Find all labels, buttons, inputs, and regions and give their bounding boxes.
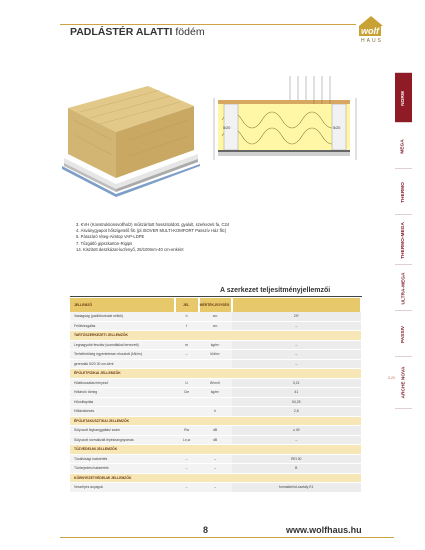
table-row bbox=[70, 426, 361, 436]
group-label: ÉPÜLETAKUSZTIKAI JELLEMZŐK bbox=[70, 416, 361, 426]
col-header-value bbox=[232, 298, 361, 312]
cell-value: – bbox=[232, 435, 361, 445]
cell-symbol: – bbox=[175, 454, 199, 464]
cell-unit bbox=[199, 397, 232, 407]
table-header-row bbox=[70, 298, 361, 312]
sidebar-tab-ultra-mega[interactable] bbox=[395, 264, 412, 311]
cell-value: 0,21 bbox=[232, 378, 361, 388]
col-header-property: JELLEMZŐ bbox=[70, 298, 175, 312]
diagram-dim-right: 5/20 bbox=[333, 126, 341, 130]
cell-value: 54,25 bbox=[232, 397, 361, 407]
cell-symbol bbox=[175, 397, 199, 407]
cell-property: Tűzterjedési határérték bbox=[70, 464, 175, 474]
wolfhaus-logo bbox=[357, 14, 395, 46]
sidebar-tab-thermo-mega[interactable] bbox=[395, 214, 412, 265]
footer-rule bbox=[60, 537, 394, 538]
cell-property: Súlyozott normalizált lépéshangnyomás bbox=[70, 435, 175, 445]
cell-property: Felülvizsgálás bbox=[70, 321, 175, 331]
cell-property: Hőfáziskésés bbox=[70, 407, 175, 417]
table-row bbox=[70, 388, 361, 398]
cell-property: Veszélyes anyagok bbox=[70, 483, 175, 493]
table-row bbox=[70, 397, 361, 407]
table-row bbox=[70, 407, 361, 417]
table-group-row bbox=[70, 416, 361, 426]
sidebar-tab-label: NORM bbox=[401, 90, 406, 106]
cell-property: Tűzállósági határérték bbox=[70, 454, 175, 464]
sidebar-tab-thermo[interactable] bbox=[395, 168, 412, 215]
page-title-bold: PADLÁSTÉR ALATTI bbox=[70, 26, 173, 38]
floor-product-illustration bbox=[60, 80, 200, 205]
cell-value: formaldehid-osztály E1 bbox=[232, 483, 361, 493]
cell-property: Súlyozott léghanggátlási szám bbox=[70, 426, 175, 436]
cell-value: REI 30 bbox=[232, 454, 361, 464]
cell-unit bbox=[199, 359, 232, 369]
cell-unit: cm bbox=[199, 321, 232, 331]
footer-url[interactable]: www.wolfhaus.hu bbox=[286, 525, 362, 535]
table-row bbox=[70, 312, 361, 321]
group-label: TŰZVÉDELMI JELLEMZŐK bbox=[70, 445, 361, 455]
cell-symbol: – bbox=[175, 464, 199, 474]
cell-value: – bbox=[232, 359, 361, 369]
cell-symbol: f bbox=[175, 321, 199, 331]
cell-unit: W/m²K bbox=[199, 378, 232, 388]
group-label: KÖRNYEZETVÉDELMI JELLEMZŐK bbox=[70, 473, 361, 483]
page-title-light: födém bbox=[172, 26, 205, 38]
col-header-unit: MÉRTÉK-EGYSÉG bbox=[199, 298, 232, 312]
outside-note: 0,20 bbox=[388, 376, 395, 380]
sidebar-tab-passiv[interactable] bbox=[395, 310, 412, 357]
table-row bbox=[70, 321, 361, 331]
performance-table bbox=[70, 298, 362, 493]
cell-value: 41 bbox=[232, 388, 361, 398]
cell-symbol bbox=[175, 359, 199, 369]
table-group-row bbox=[70, 369, 361, 379]
cell-unit: kN/m² bbox=[199, 350, 232, 360]
page-number: 8 bbox=[203, 525, 209, 535]
cell-symbol: – bbox=[175, 483, 199, 493]
cell-value: – bbox=[232, 340, 361, 350]
cell-unit: kg/m² bbox=[199, 388, 232, 398]
category-sidebar bbox=[395, 72, 412, 407]
cell-symbol bbox=[175, 407, 199, 417]
cell-symbol: Rw bbox=[175, 426, 199, 436]
table-row bbox=[70, 483, 361, 493]
cell-property: Terhelhetőség egyenletesen elosztott (kN/m²) bbox=[70, 350, 175, 360]
cell-property: Hőátbocsátási tényező bbox=[70, 378, 175, 388]
cell-property: Vastagság (padlóburkolat nélkül) bbox=[70, 312, 175, 321]
table-row bbox=[70, 340, 361, 350]
cell-unit: cm bbox=[199, 312, 232, 321]
table-row bbox=[70, 435, 361, 445]
sidebar-tab-arche-nova[interactable] bbox=[395, 356, 412, 409]
table-group-row bbox=[70, 473, 361, 483]
cell-property: Hőtároló tömeg bbox=[70, 388, 175, 398]
sidebar-tab-label: THERMO bbox=[401, 181, 407, 203]
sidebar-tab-mega[interactable] bbox=[395, 122, 412, 169]
table-row bbox=[70, 454, 361, 464]
group-label: TARTÓSZERKEZETI JELLEMZŐK bbox=[70, 331, 361, 341]
table-row bbox=[70, 378, 361, 388]
cell-unit: dB bbox=[199, 426, 232, 436]
cell-symbol: Cm bbox=[175, 388, 199, 398]
page-title bbox=[70, 26, 205, 38]
cell-value: 2,8 bbox=[232, 407, 361, 417]
cell-value: – bbox=[232, 350, 361, 360]
layer-legend bbox=[76, 222, 229, 253]
logo-sub: HAUS bbox=[361, 38, 383, 44]
cell-unit: – bbox=[199, 464, 232, 474]
sidebar-tab-label: ULTRA-MEGA bbox=[401, 272, 407, 304]
sidebar-tab-label: MEGA bbox=[401, 138, 406, 154]
sidebar-tab-label: ARCHE NOVA bbox=[401, 366, 406, 399]
floor-section-diagram bbox=[210, 70, 365, 210]
table-group-row bbox=[70, 331, 361, 341]
cell-value: ≥ 49 bbox=[232, 426, 361, 436]
table-group-row bbox=[70, 445, 361, 455]
cell-symbol: m bbox=[175, 340, 199, 350]
logo-word: wolf bbox=[361, 26, 379, 36]
performance-table-body bbox=[70, 312, 361, 492]
cell-unit: dB bbox=[199, 435, 232, 445]
col-header-symbol: JEL bbox=[175, 298, 199, 312]
cell-unit: – bbox=[199, 454, 232, 464]
cell-symbol: U bbox=[175, 378, 199, 388]
cell-value: B bbox=[232, 464, 361, 474]
legend-item: 7. Tűzgátló gipszkarton-Rigips bbox=[76, 240, 133, 246]
diagram-dim-left: 5/20 bbox=[223, 126, 231, 130]
sidebar-tab-label: THERMO-MEGA bbox=[401, 221, 406, 259]
legend-item: 14. Kiszitott deszkázat-lucfenyő, 25/100mm-40 cm-enként bbox=[76, 246, 184, 252]
cell-property: gerendák 5/20 30 cm-ként bbox=[70, 359, 175, 369]
sidebar-tab-label: PASSIV bbox=[401, 325, 406, 343]
cell-symbol: – bbox=[175, 350, 199, 360]
cell-value: – bbox=[232, 321, 361, 331]
cell-symbol: Ln,w bbox=[175, 435, 199, 445]
table-row bbox=[70, 350, 361, 360]
group-label: ÉPÜLETFIZIKAI JELLEMZŐK bbox=[70, 369, 361, 379]
legend-item: 4. Ásványgyapot hőszigetelő filc (pl.ISOVER MULTI-KOMFORT Passzív Ház filc) bbox=[76, 228, 227, 234]
cell-symbol: h bbox=[175, 312, 199, 321]
cell-unit: kg/m² bbox=[199, 340, 232, 350]
logo-roof-icon bbox=[359, 16, 383, 26]
table-row bbox=[70, 359, 361, 369]
performance-heading: A szerkezet teljesítményjellemzői bbox=[220, 287, 331, 294]
sidebar-tab-norm[interactable] bbox=[395, 72, 412, 123]
legend-item: 3. KVH (Konstruktionsvollholz) műszárított hosszitoldott, gyalult, szerkezeti fa, C24 bbox=[76, 222, 230, 227]
legend-item: 5. Párazáró réteg-Airstop VAP-LDPE bbox=[76, 234, 145, 240]
header-rule bbox=[60, 24, 356, 25]
cell-value: 23* bbox=[232, 312, 361, 321]
cell-unit: – bbox=[199, 483, 232, 493]
cell-property: Legnagyobb fesztáv (szarufákkal tervezett) bbox=[70, 340, 175, 350]
performance-rule bbox=[70, 296, 362, 297]
cell-property: Hőcsillapítás bbox=[70, 397, 175, 407]
table-row bbox=[70, 464, 361, 474]
cell-unit: h bbox=[199, 407, 232, 417]
